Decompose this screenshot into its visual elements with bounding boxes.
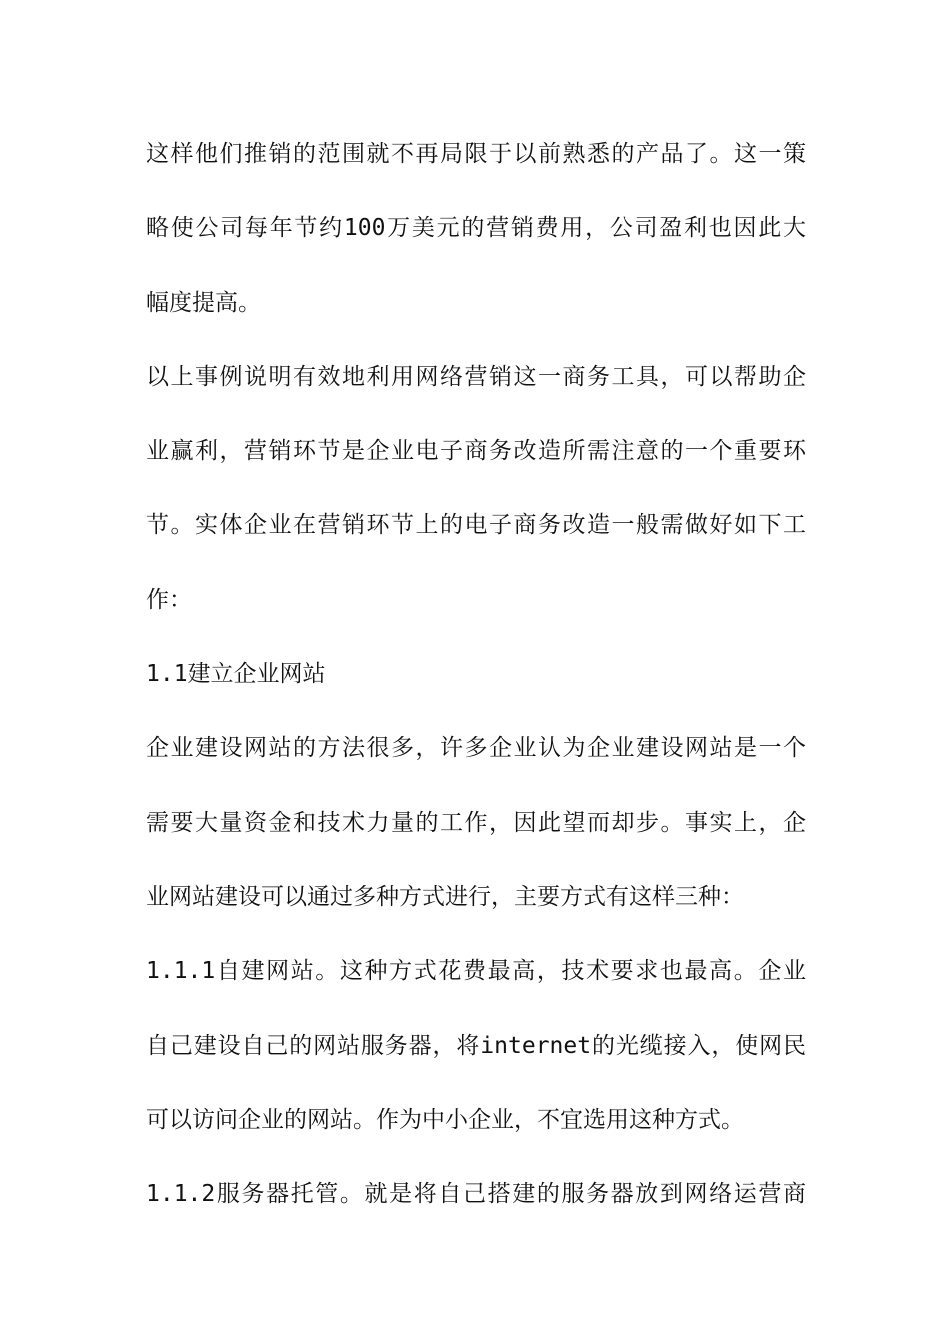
text-line: 企业建设网站的方法很多，许多企业认为企业建设网站是一个 <box>146 735 806 762</box>
text-line: 节。实体企业在营销环节上的电子商务改造一般需做好如下工 <box>146 512 806 539</box>
text-line: 作： <box>146 586 192 613</box>
text-line: 业网站建设可以通过多种方式进行，主要方式有这样三种： <box>146 883 744 910</box>
text-line: 自己建设自己的网站服务器，将internet的光缆接入，使网民 <box>146 1032 806 1059</box>
text-line: 1.1.2服务器托管。就是将自己搭建的服务器放到网络运营商 <box>146 1181 806 1208</box>
text-line: 幅度提高。 <box>146 289 261 316</box>
text-line: 1.1.1自建网站。这种方式花费最高，技术要求也最高。企业 <box>146 958 806 985</box>
document-body <box>146 130 806 1244</box>
text-line: 以上事例说明有效地利用网络营销这一商务工具，可以帮助企 <box>146 363 806 390</box>
text-line: 业赢利，营销环节是企业电子商务改造所需注意的一个重要环 <box>146 438 806 465</box>
section-heading: 1.1建立企业网站 <box>146 661 326 688</box>
text-line: 略使公司每年节约100万美元的营销费用，公司盈利也因此大 <box>146 215 806 242</box>
text-line: 可以访问企业的网站。作为中小企业，不宜选用这种方式。 <box>146 1106 744 1133</box>
text-line: 这样他们推销的范围就不再局限于以前熟悉的产品了。这一策 <box>146 141 806 167</box>
text-line: 需要大量资金和技术力量的工作，因此望而却步。事实上，企 <box>146 809 806 836</box>
